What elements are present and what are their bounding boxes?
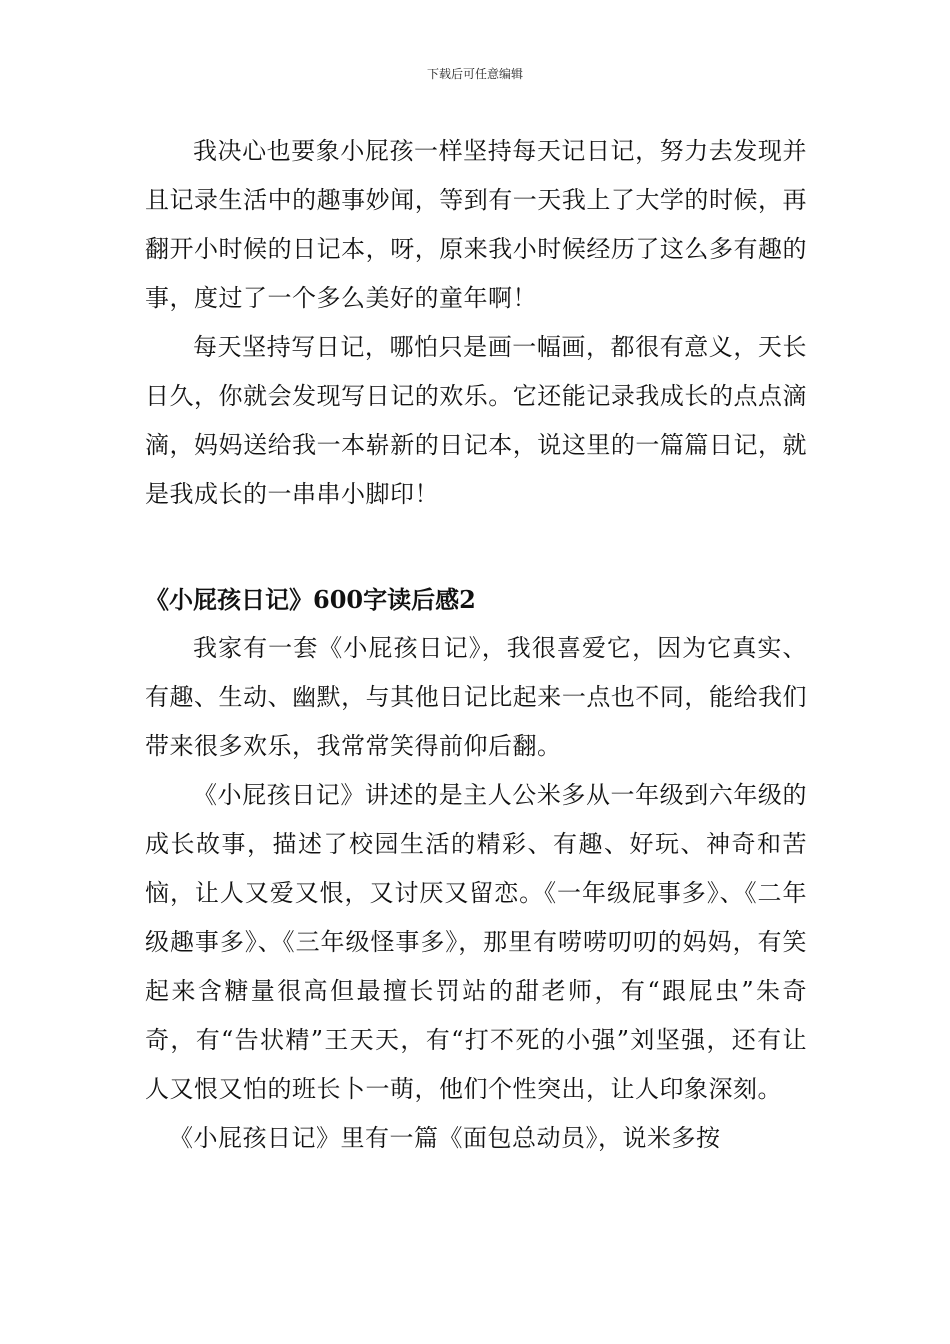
body-block-2 (145, 624, 807, 1163)
section-title: 《小屁孩日记》600字读后感2 (145, 585, 476, 614)
paragraph-4: 《小屁孩日记》讲述的是主人公米多从一年级到六年级的成长故事，描述了校园生活的精彩、有趣、好玩、神奇和苦恼，让人又爱又恨，又讨厌又留恋。《一年级屁事多》、《二年级趣事多》、《三年级怪事多》，那里有唠唠叨叨的妈妈，有笑起来含糖量很高但最擅长罚站的甜老师，有“跟屁虫”朱奇奇，有“告状精”王天天，有“打不死的小强”刘坚强，还有让人又恨又怕的班长卜一萌，他们个性突出，让人印象深刻。 (145, 781, 807, 1103)
paragraph-5: 《小屁孩日记》里有一篇《面包总动员》，说米多按 (169, 1124, 721, 1152)
paragraph-1: 我决心也要象小屁孩一样坚持每天记日记，努力去发现并且记录生活中的趣事妙闻，等到有一天我上了大学的时候，再翻开小时候的日记本，呀，原来我小时候经历了这么多有趣的事，度过了一个多么美好的童年啊！ (145, 137, 807, 312)
paragraph-3: 我家有一套《小屁孩日记》，我很喜爱它，因为它真实、有趣、生动、幽默，与其他日记比起来一点也不同，能给我们带来很多欢乐，我常常笑得前仰后翻。 (145, 634, 807, 760)
body-block-1 (145, 127, 807, 519)
paragraph-2: 每天坚持写日记，哪怕只是画一幅画，都很有意义，天长日久，你就会发现写日记的欢乐。它还能记录我成长的点点滴滴，妈妈送给我一本崭新的日记本，说这里的一篇篇日记，就是我成长的一串串小脚印！ (145, 333, 807, 508)
page-header: 下载后可任意编辑 (426, 67, 523, 81)
